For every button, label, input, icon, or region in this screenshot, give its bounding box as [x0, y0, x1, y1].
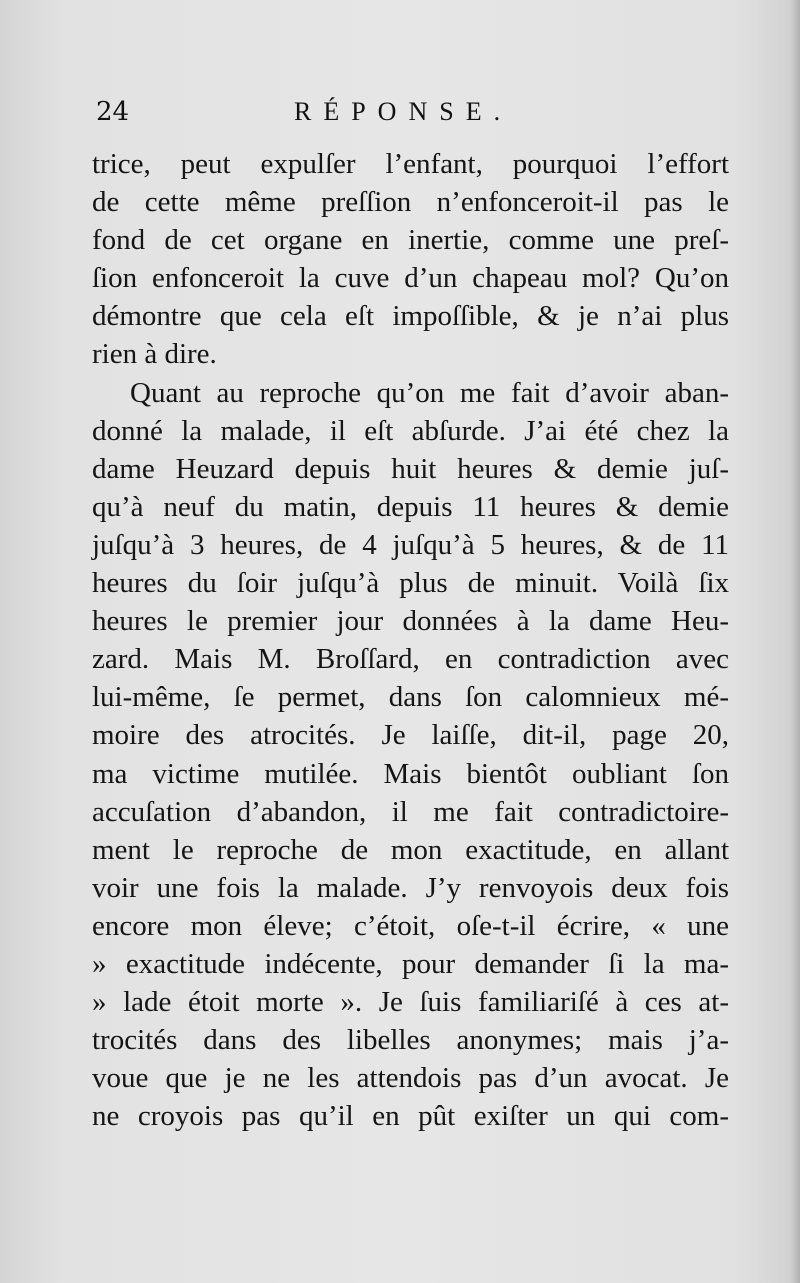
text-line: » lade étoit morte ». Je ſuis familiariſé à ces at- — [92, 986, 729, 1019]
text-line: donné la malade, il eſt abſurde. J’ai été chez la — [92, 414, 729, 447]
text-line: heures le premier jour données à la dame Heu- — [92, 605, 729, 638]
text-line: qu’à neuf du matin, depuis 11 heures & demie — [92, 490, 729, 523]
text-line: accuſation d’abandon, il me fait contradictoire- — [92, 795, 729, 828]
text-line: zard. Mais M. Broſſard, en contradiction avec — [92, 643, 729, 676]
text-line: » exactitude indécente, pour demander ſi la ma- — [92, 947, 729, 980]
text-line: rien à dire. — [92, 338, 217, 371]
text-line: Quant au reproche qu’on me fait d’avoir aban- — [130, 376, 729, 409]
text-line: trocités dans des libelles anonymes; mais j’a- — [92, 1024, 729, 1057]
page-number: 24 — [96, 97, 130, 127]
body-text — [92, 145, 729, 1135]
text-line: encore mon éleve; c’étoit, oſe-t-il écrire, « une — [92, 909, 729, 942]
text-line: trice, peut expulſer l’enfant, pourquoi l’effort — [92, 148, 729, 180]
running-head: RÉPONSE. — [294, 97, 513, 126]
text-line: heures du ſoir juſqu’à plus de minuit. Voilà ſix — [92, 567, 729, 600]
paragraph-1 — [92, 145, 729, 374]
text-line: ment le reproche de mon exactitude, en allant — [92, 833, 729, 866]
text-line: moire des atrocités. Je laiſſe, dit-il, page 20, — [92, 719, 729, 752]
text-line: fond de cet organe en inertie, comme une preſ- — [92, 224, 729, 257]
text-line: ne croyois pas qu’il en pût exiſter un qui com- — [92, 1100, 729, 1133]
page-edge-shadow — [790, 0, 800, 1283]
text-line: lui-même, ſe permet, dans ſon calomnieux mé- — [92, 681, 729, 714]
text-line: ma victime mutilée. Mais bientôt oubliant ſon — [92, 757, 729, 790]
text-line: ſion enfonceroit la cuve d’un chapeau mol? Qu’on — [92, 262, 729, 295]
text-line: de cette même preſſion n’enfonceroit-il pas le — [92, 186, 729, 219]
paragraph-2 — [92, 374, 729, 1136]
text-line: juſqu’à 3 heures, de 4 juſqu’à 5 heures, & de 11 — [92, 528, 729, 561]
text-line: voir une fois la malade. J’y renvoyois deux fois — [92, 871, 729, 904]
text-line: dame Heuzard depuis huit heures & demie juſ- — [92, 452, 729, 485]
text-line: voue que je ne les attendois pas d’un avocat. Je — [92, 1062, 729, 1095]
page-header — [96, 92, 736, 132]
text-line: démontre que cela eſt impoſſible, & je n’ai plus — [92, 300, 729, 333]
